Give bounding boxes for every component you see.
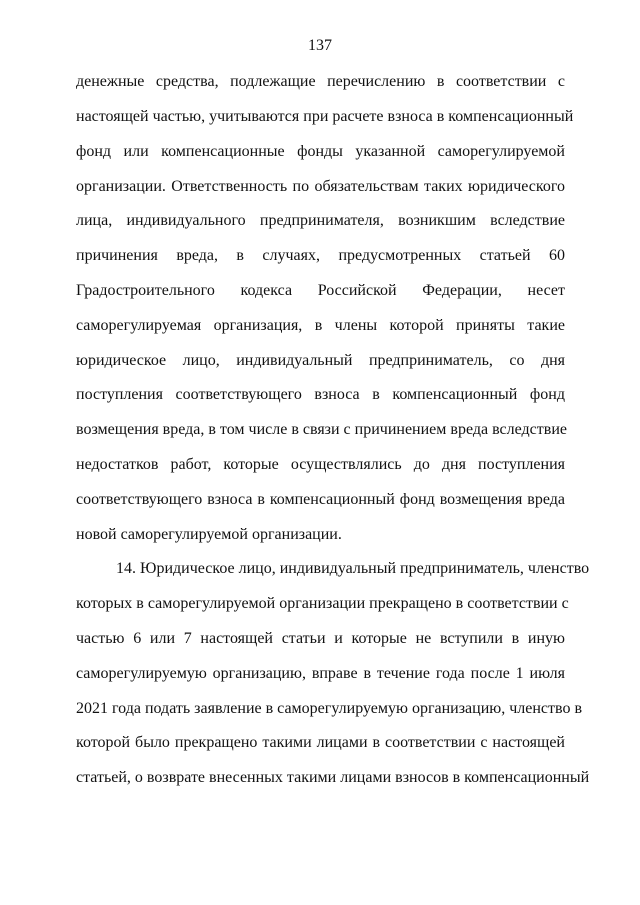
text-line: соответствующего взноса в компенсационный фонд возмещения вреда [76,491,565,508]
text-line: юридическое лицо, индивидуальный предприниматель, со дня [76,352,565,369]
text-line: лица, индивидуального предпринимателя, возникшим вследствие [76,212,565,229]
text-line: новой саморегулируемой организации. [76,526,342,543]
text-line: саморегулируемую организацию, вправе в течение года после 1 июля [76,665,565,682]
text-line: Градостроительного кодекса Российской Федерации, несет [76,282,565,299]
text-line: статьей, о возврате внесенных такими лицами взносов в компенсационный [76,769,590,786]
text-line: настоящей частью, учитываются при расчете взноса в компенсационный [76,108,574,125]
text-line: 14. Юридическое лицо, индивидуальный предприниматель, членство [116,560,590,577]
text-line: недостатков работ, которые осуществлялись до дня поступления [76,456,565,473]
text-line: организации. Ответственность по обязательствам таких юридического [76,178,565,195]
text-line: фонд или компенсационные фонды указанной саморегулируемой [76,143,565,160]
text-line: которых в саморегулируемой организации прекращено в соответствии с [76,595,569,612]
page-number: 137 [308,37,332,54]
text-line: частью 6 или 7 настоящей статьи и которые не вступили в иную [76,630,565,647]
text-line: возмещения вреда, в том числе в связи с причинением вреда вследствие [76,421,567,438]
text-line: причинения вреда, в случаях, предусмотренных статьей 60 [76,247,565,264]
text-line: 2021 года подать заявление в саморегулируемую организацию, членство в [76,700,583,717]
text-line: саморегулируемая организация, в члены которой приняты такие [76,317,565,334]
text-line: которой было прекращено такими лицами в соответствии с настоящей [76,734,565,751]
text-line: денежные средства, подлежащие перечислению в соответствии с [76,73,565,90]
text-line: поступления соответствующего взноса в компенсационный фонд [76,386,565,403]
